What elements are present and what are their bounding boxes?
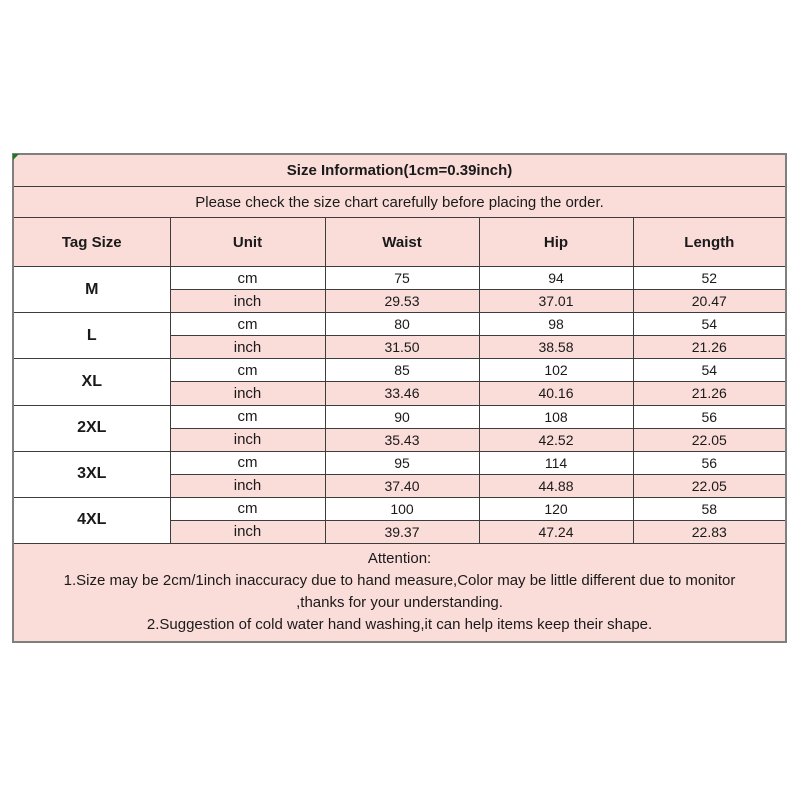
tag-size-cell: 4XL bbox=[13, 497, 170, 543]
hip-cell: 120 bbox=[479, 497, 633, 520]
table-row bbox=[13, 497, 786, 520]
hip-cell: 114 bbox=[479, 451, 633, 474]
tag-size-cell: M bbox=[13, 267, 170, 313]
tag-size-cell: 2XL bbox=[13, 405, 170, 451]
notes-row bbox=[13, 543, 786, 642]
table-row bbox=[13, 405, 786, 428]
unit-cell: inch bbox=[170, 520, 325, 543]
waist-cell: 85 bbox=[325, 359, 479, 382]
col-header-waist: Waist bbox=[325, 218, 479, 267]
hip-cell: 108 bbox=[479, 405, 633, 428]
table-subtitle: Please check the size chart carefully before placing the order. bbox=[13, 187, 786, 218]
attention-line: 1.Size may be 2cm/1inch inaccuracy due to hand measure,Color may be little different due to monitor bbox=[63, 572, 736, 590]
unit-cell: inch bbox=[170, 336, 325, 359]
length-cell: 21.26 bbox=[633, 382, 786, 405]
waist-cell: 75 bbox=[325, 267, 479, 290]
unit-cell: inch bbox=[170, 428, 325, 451]
unit-cell: cm bbox=[170, 451, 325, 474]
unit-cell: inch bbox=[170, 474, 325, 497]
waist-cell: 35.43 bbox=[325, 428, 479, 451]
tag-size-cell: XL bbox=[13, 359, 170, 405]
length-cell: 22.05 bbox=[633, 428, 786, 451]
hip-cell: 38.58 bbox=[479, 336, 633, 359]
unit-cell: cm bbox=[170, 405, 325, 428]
waist-cell: 29.53 bbox=[325, 290, 479, 313]
hip-cell: 44.88 bbox=[479, 474, 633, 497]
waist-cell: 31.50 bbox=[325, 336, 479, 359]
attention-notes bbox=[13, 543, 786, 642]
length-cell: 20.47 bbox=[633, 290, 786, 313]
attention-heading: Attention: bbox=[367, 550, 432, 568]
hip-cell: 37.01 bbox=[479, 290, 633, 313]
length-cell: 54 bbox=[633, 313, 786, 336]
waist-cell: 90 bbox=[325, 405, 479, 428]
length-cell: 56 bbox=[633, 405, 786, 428]
col-header-length: Length bbox=[633, 218, 786, 267]
hip-cell: 47.24 bbox=[479, 520, 633, 543]
hip-cell: 102 bbox=[479, 359, 633, 382]
table-row bbox=[13, 451, 786, 474]
waist-cell: 37.40 bbox=[325, 474, 479, 497]
waist-cell: 80 bbox=[325, 313, 479, 336]
spreadsheet-corner-artifact bbox=[13, 154, 19, 160]
hip-cell: 94 bbox=[479, 267, 633, 290]
unit-cell: inch bbox=[170, 382, 325, 405]
unit-cell: cm bbox=[170, 267, 325, 290]
table-row bbox=[13, 313, 786, 336]
attention-line: ,thanks for your understanding. bbox=[296, 594, 503, 612]
table-title: Size Information(1cm=0.39inch) bbox=[13, 154, 786, 187]
waist-cell: 100 bbox=[325, 497, 479, 520]
length-cell: 56 bbox=[633, 451, 786, 474]
tag-size-cell: 3XL bbox=[13, 451, 170, 497]
col-header-tag-size: Tag Size bbox=[13, 218, 170, 267]
header-row bbox=[13, 218, 786, 267]
col-header-unit: Unit bbox=[170, 218, 325, 267]
length-cell: 22.05 bbox=[633, 474, 786, 497]
unit-cell: cm bbox=[170, 359, 325, 382]
title-row bbox=[13, 154, 786, 187]
length-cell: 54 bbox=[633, 359, 786, 382]
unit-cell: cm bbox=[170, 497, 325, 520]
unit-cell: inch bbox=[170, 290, 325, 313]
length-cell: 21.26 bbox=[633, 336, 786, 359]
waist-cell: 33.46 bbox=[325, 382, 479, 405]
attention-line: 2.Suggestion of cold water hand washing,it can help items keep their shape. bbox=[146, 616, 653, 634]
hip-cell: 40.16 bbox=[479, 382, 633, 405]
length-cell: 52 bbox=[633, 267, 786, 290]
table-row bbox=[13, 267, 786, 290]
hip-cell: 42.52 bbox=[479, 428, 633, 451]
waist-cell: 95 bbox=[325, 451, 479, 474]
size-chart-table bbox=[12, 153, 787, 643]
length-cell: 22.83 bbox=[633, 520, 786, 543]
waist-cell: 39.37 bbox=[325, 520, 479, 543]
table-row bbox=[13, 359, 786, 382]
col-header-hip: Hip bbox=[479, 218, 633, 267]
length-cell: 58 bbox=[633, 497, 786, 520]
hip-cell: 98 bbox=[479, 313, 633, 336]
tag-size-cell: L bbox=[13, 313, 170, 359]
subtitle-row bbox=[13, 187, 786, 218]
unit-cell: cm bbox=[170, 313, 325, 336]
